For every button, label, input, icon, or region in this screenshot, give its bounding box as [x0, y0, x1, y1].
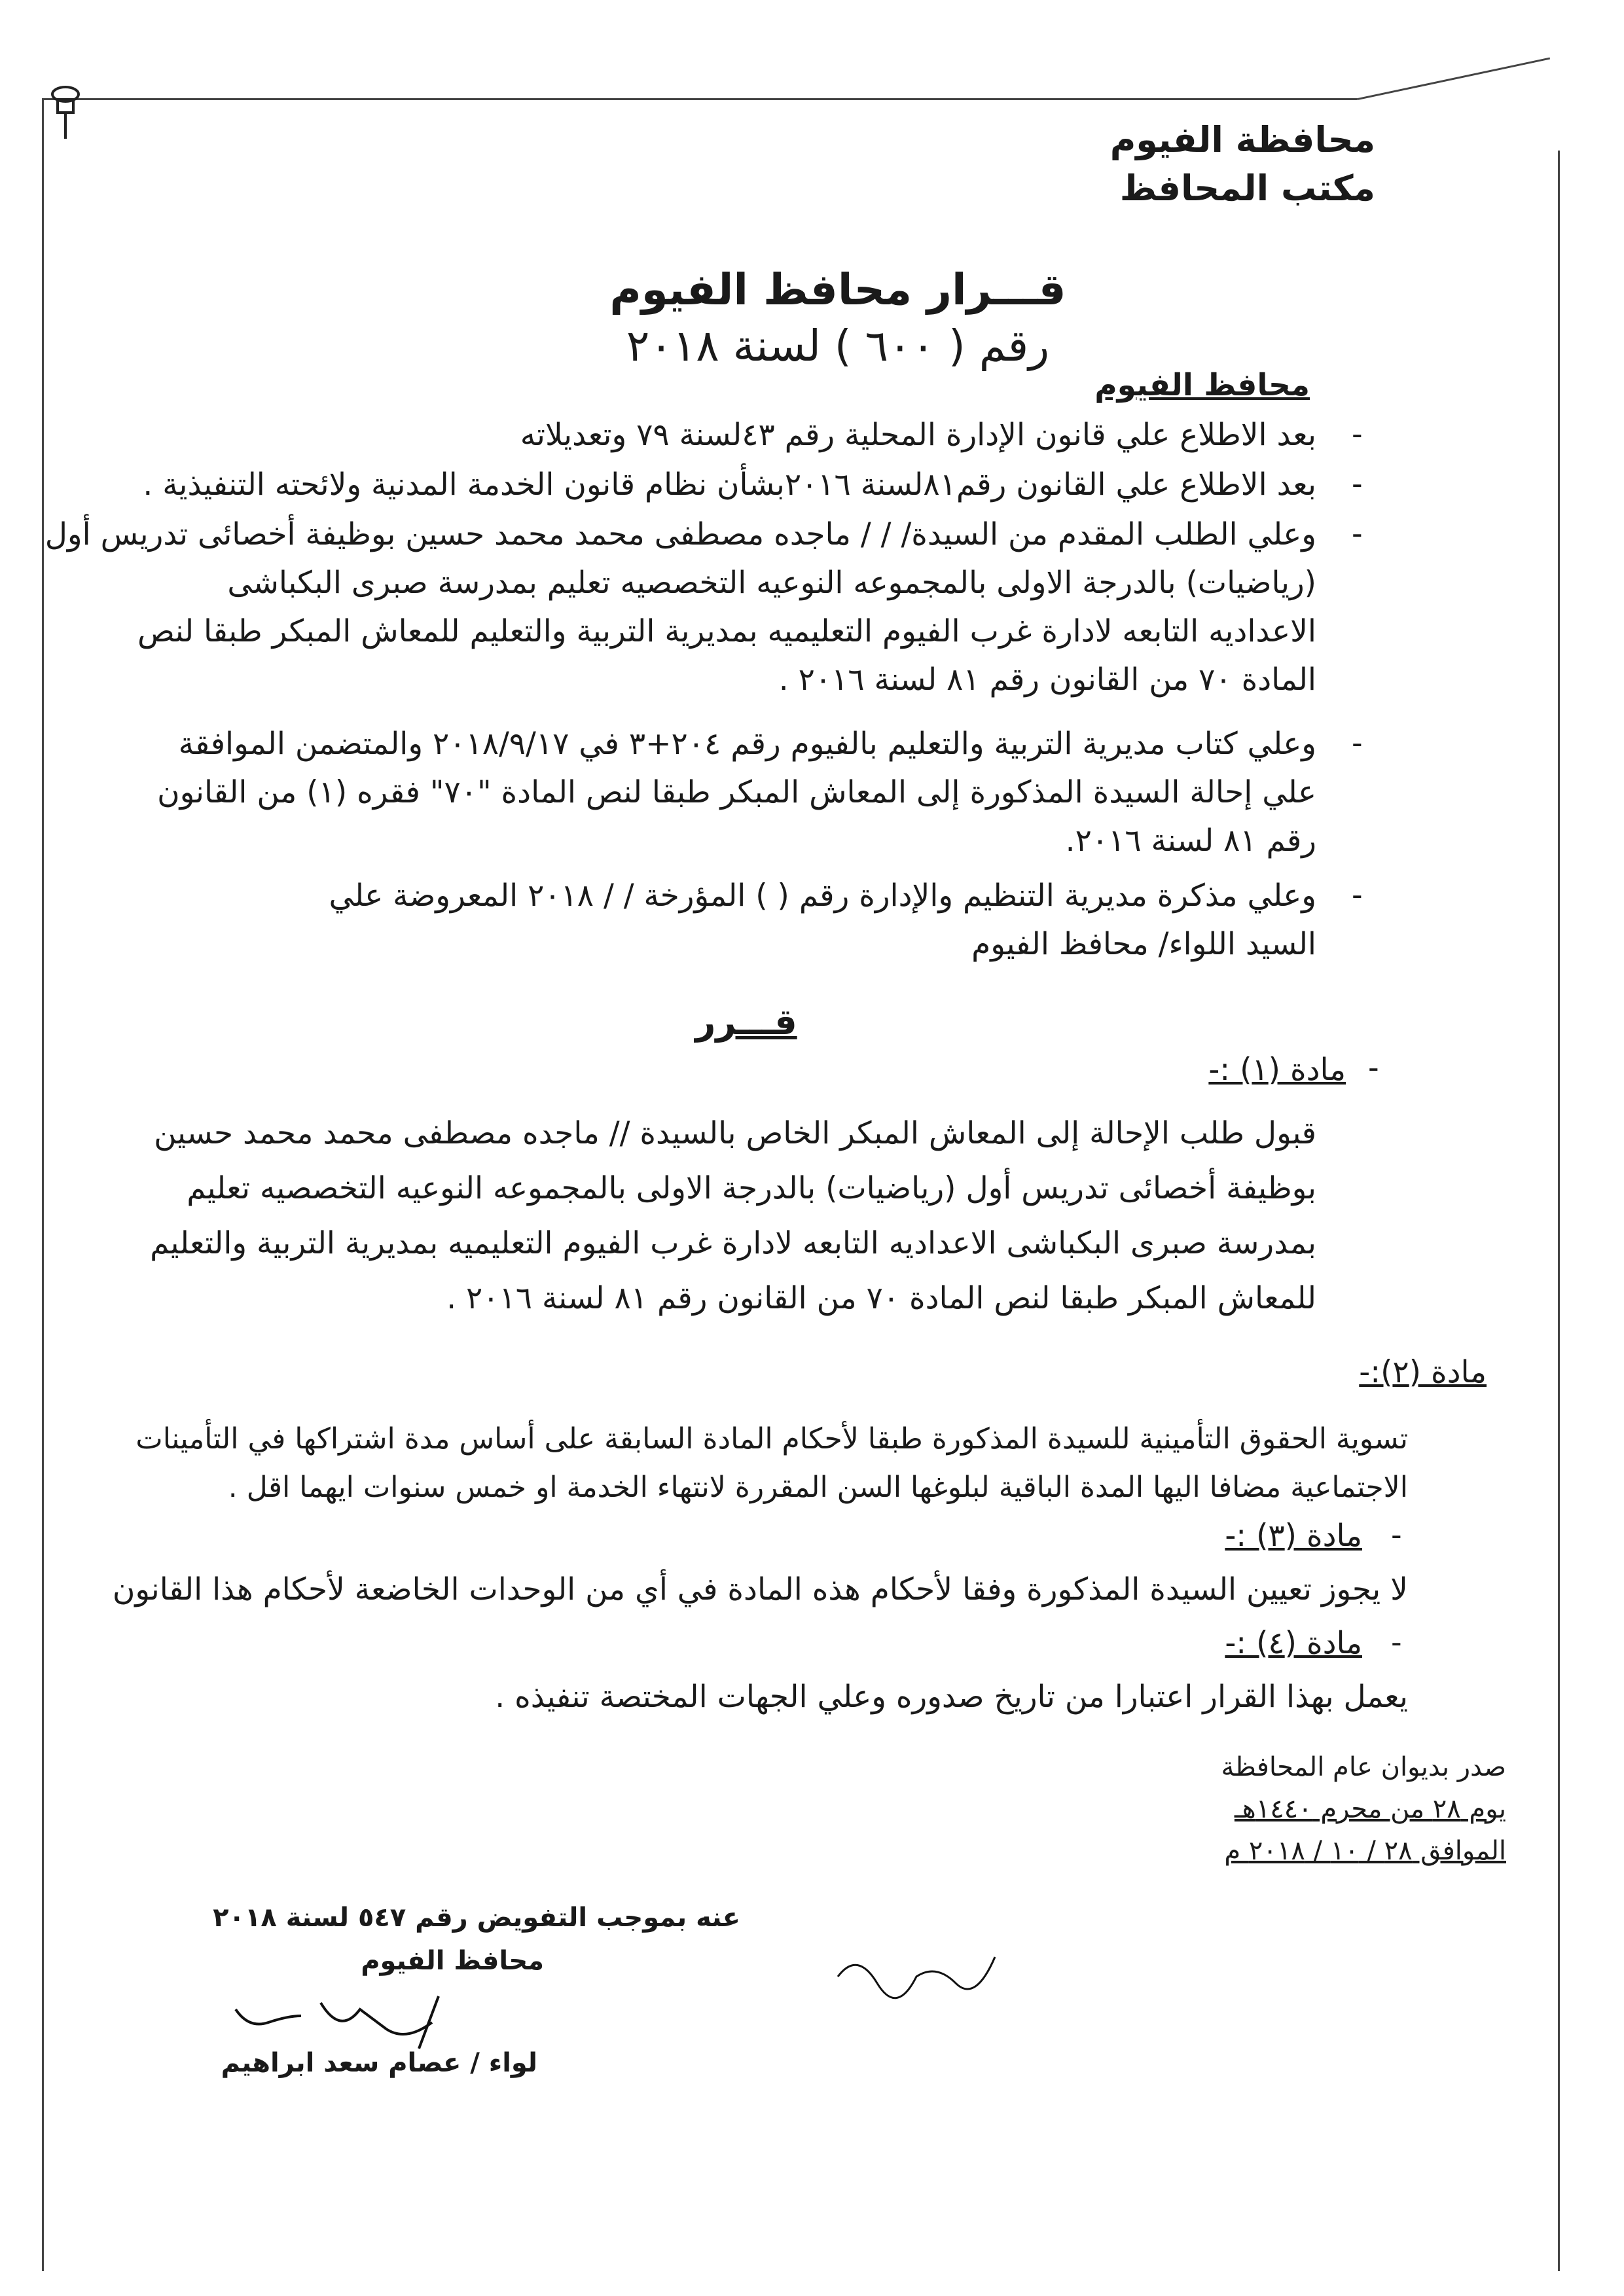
review-signature [825, 1937, 1008, 2009]
preamble-item [190, 411, 1316, 459]
decree-number: رقم ( ٦٠٠ ) لسنة ٢٠١٨ [626, 321, 1050, 371]
preamble-line: (رياضيات) بالدرجة الاولى بالمجموعه النوعيه التخصصيه تعليم بمدرسة صبرى البكباشى [227, 565, 1316, 601]
preamble-line: رقم ٨١ لسنة ٢٠١٦. [1065, 823, 1316, 859]
pushpin-icon [45, 84, 86, 143]
preamble-item [45, 511, 1316, 704]
delegation-line: عنه بموجب التفويض رقم ٥٤٧ لسنة ٢٠١٨ [213, 1903, 740, 1933]
issuer-line: محافظ الفيوم [1094, 367, 1310, 403]
article-body [86, 1415, 1408, 1512]
issuance-hijri-date: يوم ٢٨ من محرم ١٤٤٠هـ [1234, 1794, 1506, 1824]
preamble-line: الاعداديه التابعه لادارة غرب الفيوم التعليميه بمديرية التربية والتعليم للمعاش المبكر طبقا لنص [137, 613, 1316, 649]
page-border-top-right [1358, 58, 1550, 100]
article-line: للمعاش المبكر طبقا لنص المادة ٧٠ من القانون رقم ٨١ لسنة ٢٠١٦ . [446, 1280, 1316, 1316]
preamble-item [112, 461, 1316, 509]
bullet-article-1: - [1368, 1050, 1379, 1085]
bullet-5: - [1352, 877, 1363, 912]
bullet-2: - [1352, 466, 1363, 501]
bullet-article-3: - [1391, 1517, 1402, 1552]
preamble-line: السيد اللواء/ محافظ الفيوم [971, 926, 1316, 962]
preamble-item [73, 720, 1316, 865]
preamble-line: بعد الاطلاع علي القانون رقم٨١لسنة ٢٠١٦بشأن نظام قانون الخدمة المدنية ولائحته التنفيذية . [143, 467, 1316, 503]
header-office: مكتب المحافظ [1119, 168, 1375, 209]
article-line: قبول طلب الإحالة إلى المعاش المبكر الخاص بالسيدة // ماجده مصطفى محمد محمد حسين [154, 1115, 1316, 1151]
article-heading: مادة (١) :- [1208, 1052, 1346, 1088]
decree-title: قـــرار محافظ الفيوم [609, 264, 1066, 315]
article-heading: مادة (٢):- [1359, 1354, 1487, 1390]
article-line: تسوية الحقوق التأمينية للسيدة المذكورة طبقا لأحكام المادة السابقة على أساس مدة اشتراكها في التأمينات [135, 1422, 1408, 1456]
article-heading: مادة (٣) :- [1225, 1518, 1362, 1554]
header-governorate: محافظة الفيوم [1110, 119, 1375, 160]
preamble-line: علي إحالة السيدة المذكورة إلى المعاش المبكر طبقا لنص المادة "٧٠" فقره (١) من القانون [157, 774, 1316, 810]
article-line: بمدرسة صبرى البكباشى الاعداديه التابعه لادارة غرب الفيوم التعليميه بمديرية التربية والتعليم [150, 1225, 1316, 1261]
bullet-4: - [1352, 725, 1363, 761]
decision-heading: قـــرر [695, 1001, 797, 1043]
bullet-3: - [1352, 516, 1363, 551]
issuance-gregorian-date: الموافق ٢٨ / ١٠ / ٢٠١٨ م [1224, 1836, 1506, 1866]
preamble-line: وعلي مذكرة مديرية التنظيم والإدارة رقم ( ) المؤرخة / / ٢٠١٨ المعروضة علي [329, 878, 1316, 914]
preamble-line: وعلي الطلب المقدم من السيدة/ / / ماجده مصطفى محمد محمد حسين بوظيفة أخصائى تدريس أول [45, 516, 1316, 552]
bullet-1: - [1352, 416, 1363, 452]
article-body [105, 1106, 1316, 1326]
article-heading: مادة (٤) :- [1225, 1625, 1362, 1661]
page-border-left [42, 98, 44, 2271]
article-line: الاجتماعية مضافا اليها المدة الباقية لبلوغها السن المقررة لانتهاء الخدمة او خمس سنوات ايهما اقل . [228, 1471, 1408, 1504]
article-body [86, 1566, 1408, 1614]
page-border-right [1558, 151, 1560, 2271]
preamble-line: وعلي كتاب مديرية التربية والتعليم بالفيوم رقم ٢٠٤+٣ في ٢٠١٨/٩/١٧ والمتضمن الموافقة [178, 726, 1316, 762]
article-body [86, 1673, 1408, 1721]
issuance-place: صدر بديوان عام المحافظة [1221, 1752, 1506, 1782]
preamble-item [73, 872, 1316, 969]
article-line: لا يجوز تعيين السيدة المذكورة وفقا لأحكام هذه المادة في أي من الوحدات الخاضعة لأحكام هذا القانون [112, 1571, 1408, 1607]
delegation-title: محافظ الفيوم [361, 1946, 544, 1976]
issuance-block [1140, 1746, 1506, 1872]
preamble-line: بعد الاطلاع علي قانون الإدارة المحلية رقم ٤٣لسنة ٧٩ وتعديلاته [520, 417, 1316, 453]
article-line: يعمل بهذا القرار اعتبارا من تاريخ صدوره وعلي الجهات المختصة تنفيذه . [495, 1679, 1408, 1715]
signer-name: لواء / عصام سعد ابراهيم [221, 2048, 537, 2078]
bullet-article-4: - [1391, 1624, 1402, 1660]
article-line: بوظيفة أخصائى تدريس أول (رياضيات) بالدرجة الاولى بالمجموعه النوعيه التخصصيه تعليم [187, 1170, 1316, 1206]
preamble-line: المادة ٧٠ من القانون رقم ٨١ لسنة ٢٠١٦ . [778, 662, 1316, 698]
page-border-top [42, 98, 1358, 100]
